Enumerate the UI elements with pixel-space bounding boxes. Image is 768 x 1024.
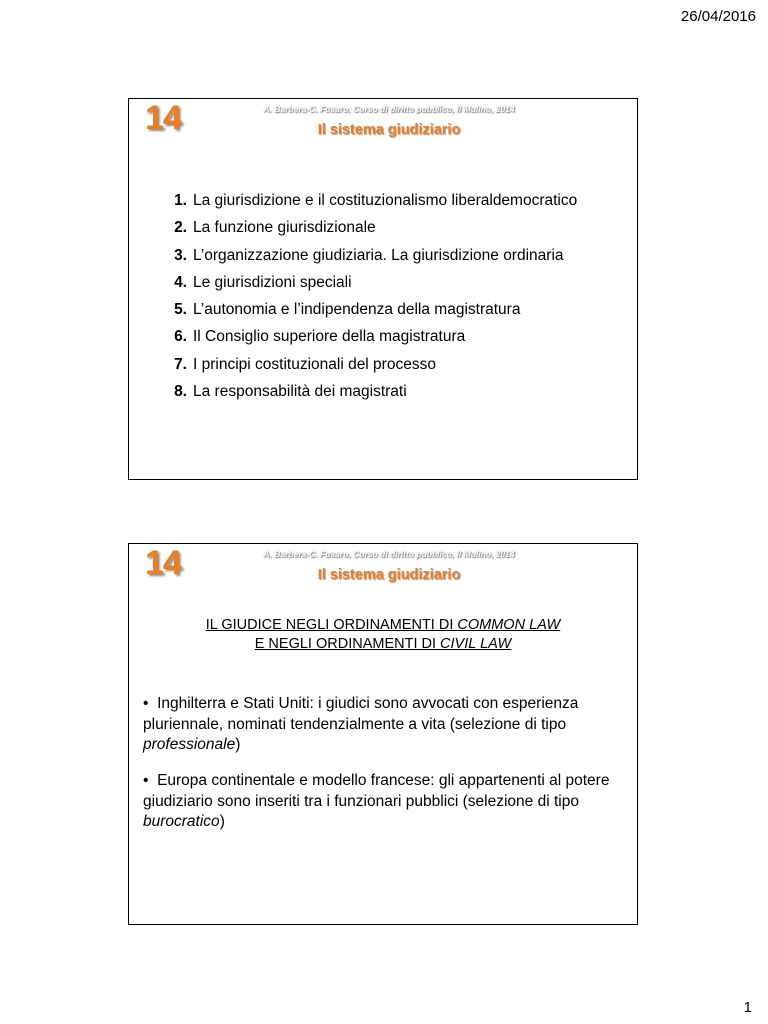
bullet-text: Europa continentale e modello francese: gli appartenenti al potere giudiziario sono inseriti tra i funzionari pubblici (selezione di tipo: [143, 772, 610, 810]
page-date: 26/04/2016: [680, 8, 756, 25]
bullet-suffix: ): [219, 813, 225, 830]
toc-item-text: L’organizzazione giudiziaria. La giurisdizione ordinaria: [193, 246, 564, 264]
toc-item-number: 6.: [174, 328, 187, 346]
toc-item: [157, 269, 577, 296]
heading-line-1-text: IL GIUDICE NEGLI ORDINAMENTI DI: [205, 617, 458, 633]
toc-item-number: 4.: [174, 273, 187, 291]
chapter-number: 14: [145, 544, 181, 582]
toc-item-number: 7.: [174, 355, 187, 373]
heading-line-2: [129, 635, 637, 654]
toc-item-number: 2.: [174, 219, 187, 237]
toc-item-number: 5.: [174, 301, 187, 319]
bullet-paragraph: [143, 694, 629, 756]
bullet-suffix: ): [235, 736, 241, 753]
slide-table-of-contents: [128, 98, 638, 480]
chapter-number: 14: [145, 99, 181, 137]
bullet-marker: •: [143, 695, 149, 712]
toc-item-text: Il Consiglio superiore della magistratura: [193, 328, 466, 346]
bullet-emphasis: professionale: [143, 736, 236, 753]
table-of-contents: [157, 187, 577, 405]
toc-item-text: La funzione giurisdizionale: [193, 219, 376, 237]
toc-item-number: 1.: [174, 192, 187, 209]
toc-item: [157, 187, 577, 214]
bullet-paragraph: [143, 771, 629, 833]
toc-item: [157, 242, 577, 269]
slide-title: Il sistema giudiziario: [317, 122, 461, 138]
heading-line-2-emphasis: CIVIL LAW: [440, 636, 512, 652]
toc-item-number: 3.: [174, 246, 187, 264]
book-citation: A. Barbera-C. Fusaro, Corso di diritto pubblico, Il Mulino, 2014: [263, 104, 515, 114]
book-citation: A. Barbera-C. Fusaro, Corso di diritto pubblico, Il Mulino, 2014: [263, 549, 515, 559]
toc-item: [157, 323, 577, 350]
toc-item: [157, 378, 577, 405]
bullet-text: Inghilterra e Stati Uniti: i giudici sono avvocati con esperienza pluriennale, nominati tendenzialmente a vita (selezione di tipo: [143, 695, 579, 733]
toc-item: [157, 296, 577, 323]
toc-item-text: La responsabilità dei magistrati: [193, 383, 407, 401]
toc-item: [157, 214, 577, 241]
toc-item-text: La giurisdizione e il costituzionalismo liberaldemocratico: [193, 192, 578, 209]
toc-item: [157, 351, 577, 378]
heading-line-2-text: E NEGLI ORDINAMENTI DI: [254, 636, 441, 652]
toc-item-number: 8.: [174, 383, 187, 401]
bullet-marker: •: [143, 772, 149, 789]
toc-item-text: I principi costituzionali del processo: [193, 355, 436, 373]
toc-item-text: Le giurisdizioni speciali: [193, 273, 352, 291]
page-number: 1: [743, 999, 752, 1016]
slide-common-vs-civil-law: [128, 543, 638, 925]
heading-line-1-emphasis: COMMON LAW: [457, 617, 561, 633]
heading-line-1: [129, 616, 637, 635]
slide-heading: [129, 616, 637, 654]
slide-title: Il sistema giudiziario: [317, 567, 461, 583]
bullet-emphasis: burocratico: [143, 813, 220, 830]
toc-item-text: L’autonomia e l’indipendenza della magistratura: [193, 301, 521, 319]
